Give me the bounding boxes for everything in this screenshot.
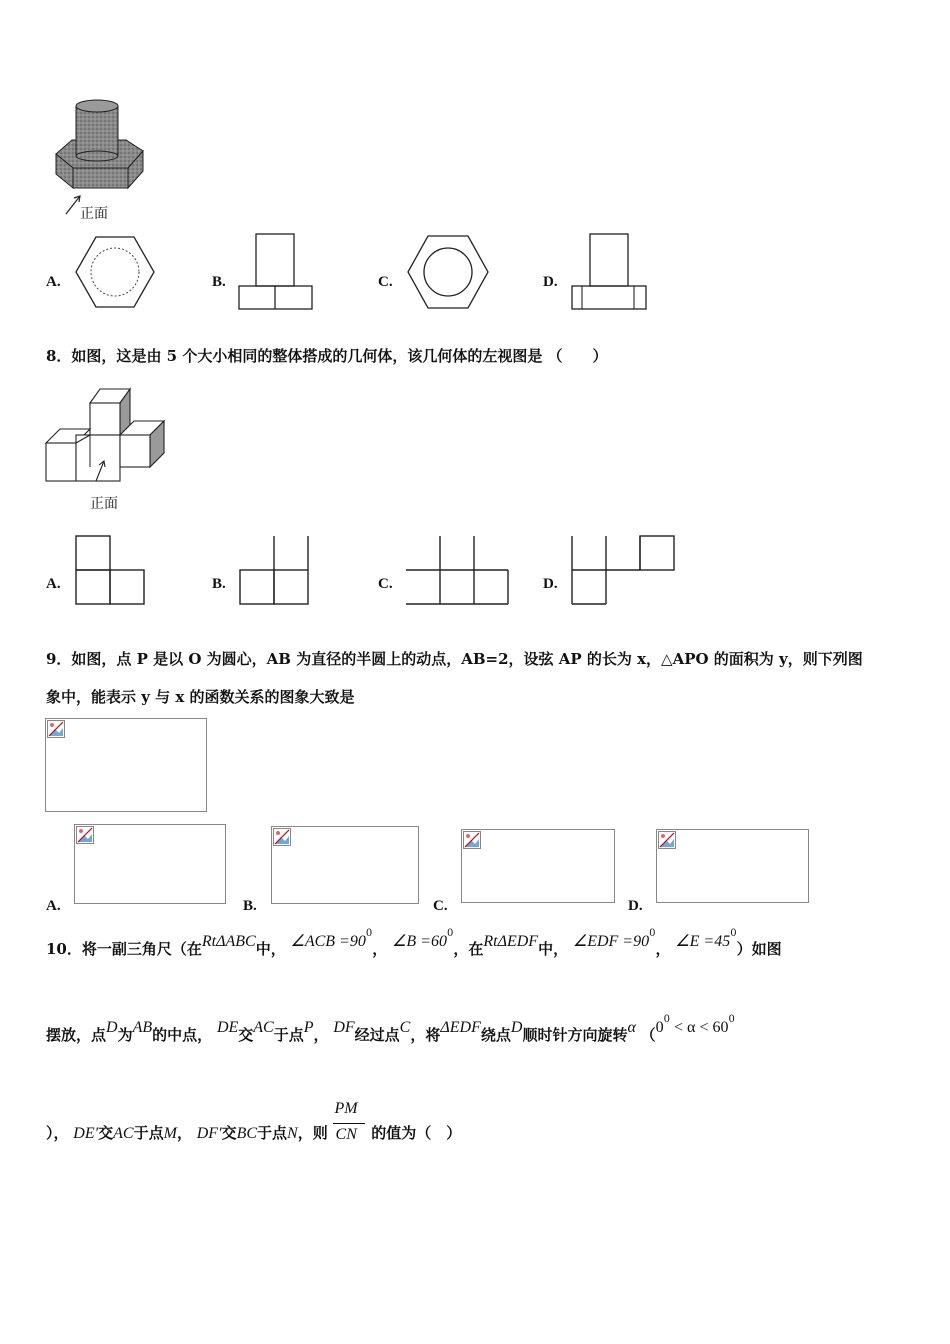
q10-fraction-bar xyxy=(333,1123,365,1124)
q10-line1 xyxy=(46,928,782,959)
broken-image-icon xyxy=(273,828,291,846)
q7-option-a-figure[interactable] xyxy=(70,232,160,312)
q9-question-line1: 9．如图，点 P 是以 O 为圆心，AB 为直径的半圆上的动点，AB=2，设弦 AP 的长为 x，△APO 的面积为 y，则下列图 xyxy=(46,650,863,668)
q10-point-n: N xyxy=(287,1125,298,1142)
q9-option-a-label[interactable]: A. xyxy=(46,898,61,914)
q9-figure-image xyxy=(45,718,207,812)
q8-option-b-figure[interactable] xyxy=(238,534,318,609)
q10-point-d2: D xyxy=(510,1019,523,1036)
q10-seg-ac: AC xyxy=(253,1019,274,1036)
q10-angle-e: ∠E =45 xyxy=(675,933,731,950)
q10-l2-i: 绕点 xyxy=(480,1026,511,1044)
q8-option-b-label[interactable]: B. xyxy=(212,576,226,592)
q10-sup-b: 0 xyxy=(446,928,454,939)
q10-l3-a: ）， xyxy=(46,1124,69,1142)
q8-option-a-label[interactable]: A. xyxy=(46,576,61,592)
q7-option-c-label[interactable]: C. xyxy=(378,274,393,290)
q7-front-label: 正面 xyxy=(80,206,108,222)
broken-image-icon xyxy=(47,720,65,738)
q7-option-b-figure[interactable] xyxy=(238,232,318,312)
broken-image-icon xyxy=(76,826,94,844)
q10-angle-acb: ∠ACB =90 xyxy=(290,933,366,950)
q9-question-line2: 象中，能表示 y 与 x 的函数关系的图象大致是 xyxy=(46,688,355,706)
q10-range-sup-a: 0 xyxy=(663,1014,671,1025)
q7-option-a-label[interactable]: A. xyxy=(46,274,61,290)
q10-seg-bc: BC xyxy=(236,1125,258,1142)
q9-option-c-label[interactable]: C. xyxy=(433,898,448,914)
q10-seg-df: DF xyxy=(333,1019,355,1036)
q8-front-label: 正面 xyxy=(90,496,118,512)
q10-l3-f: 于点 xyxy=(257,1124,288,1142)
q10-range-sup-b: 0 xyxy=(728,1014,735,1025)
q10-line2 xyxy=(46,1014,735,1045)
q10-l3-seg-ac: AC xyxy=(113,1125,134,1142)
q10-l1-b: 中， xyxy=(255,940,286,958)
q10-fraction-numerator: PM xyxy=(334,1100,358,1117)
q10-l2-g: 经过点 xyxy=(354,1026,400,1044)
q10-point-m: M xyxy=(163,1125,177,1142)
q10-seg-de-prime: DE′ xyxy=(73,1125,99,1142)
q9-option-c-image[interactable] xyxy=(461,829,615,903)
q10-l3-d: ， xyxy=(176,1124,192,1142)
q10-l3-g: ，则 xyxy=(297,1124,328,1142)
q10-line3 xyxy=(46,1100,462,1143)
q9-option-a-image[interactable] xyxy=(74,824,226,904)
q10-l1-g: ）如图 xyxy=(736,940,782,958)
q8-option-c-label[interactable]: C. xyxy=(378,576,393,592)
q8-option-a-figure[interactable] xyxy=(74,534,154,609)
broken-image-icon xyxy=(463,831,481,849)
q8-option-c-figure[interactable] xyxy=(404,534,514,609)
q10-seg-df-prime: DF′ xyxy=(196,1125,222,1142)
q10-point-d: D xyxy=(106,1019,118,1036)
q10-point-p: P xyxy=(303,1019,314,1036)
q10-l1-f: ， xyxy=(655,940,671,958)
q10-sup-edf: 0 xyxy=(649,928,656,939)
q10-l2-d: 交 xyxy=(238,1026,254,1044)
q10-alpha: α xyxy=(627,1019,636,1036)
q10-l2-b: 为 xyxy=(117,1026,133,1044)
q9-option-d-image[interactable] xyxy=(656,829,809,903)
q10-l3-h: 的值为（ ） xyxy=(371,1124,462,1142)
q9-option-b-label[interactable]: B. xyxy=(243,898,257,914)
q10-fraction xyxy=(333,1100,367,1143)
q10-sup-e: 0 xyxy=(730,928,737,939)
q10-fraction-denominator: CN xyxy=(335,1126,357,1143)
q8-option-d-label[interactable]: D. xyxy=(543,576,558,592)
q7-option-b-label[interactable]: B. xyxy=(212,274,226,290)
q7-option-c-figure[interactable] xyxy=(404,232,494,312)
q10-range-a: 0 xyxy=(655,1019,664,1036)
q10-rt-abc: RtΔABC xyxy=(201,933,256,950)
q9-option-d-label[interactable]: D. xyxy=(628,898,643,914)
q8-question-text: 8．如图，这是由 5 个大小相同的整体搭成的几何体，该几何体的左视图是 （ ） xyxy=(46,347,608,365)
q10-l2-a: 摆放，点 xyxy=(46,1026,107,1044)
q10-angle-b: ∠B =60 xyxy=(392,933,447,950)
q10-seg-de: DE xyxy=(216,1019,239,1036)
q10-rt-edf: RtΔEDF xyxy=(483,933,539,950)
q10-triangle-edf: ΔEDF xyxy=(440,1019,481,1036)
q10-l2-f: ， xyxy=(313,1026,329,1044)
q10-angle-edf: ∠EDF =90 xyxy=(572,933,650,950)
q10-l1-a: 10．将一副三角尺（在 xyxy=(46,940,202,958)
q10-l1-d: ，在 xyxy=(453,940,484,958)
q10-l1-c: ， xyxy=(372,940,388,958)
q10-l2-e: 于点 xyxy=(273,1026,304,1044)
q7-option-d-figure[interactable] xyxy=(570,232,650,312)
q10-range-b: < α < 60 xyxy=(670,1019,729,1036)
q10-l3-e: 交 xyxy=(221,1124,237,1142)
q10-seg-ab: AB xyxy=(132,1019,153,1036)
q7-option-d-label[interactable]: D. xyxy=(543,274,558,290)
q10-l2-j: 顺时针方向旋转 xyxy=(522,1026,628,1044)
q10-sup-acb: 0 xyxy=(365,928,373,939)
q8-option-d-figure[interactable] xyxy=(570,534,690,609)
q10-l1-e: 中， xyxy=(538,940,569,958)
q10-l3-b: 交 xyxy=(98,1124,114,1142)
q10-l2-c: 的中点， xyxy=(152,1026,213,1044)
q9-option-b-image[interactable] xyxy=(271,826,419,904)
q10-l2-h: ，将 xyxy=(410,1026,441,1044)
q10-l3-c: 于点 xyxy=(133,1124,164,1142)
broken-image-icon xyxy=(658,831,676,849)
q10-l2-k: （ xyxy=(640,1026,656,1044)
q10-point-c: C xyxy=(399,1019,411,1036)
